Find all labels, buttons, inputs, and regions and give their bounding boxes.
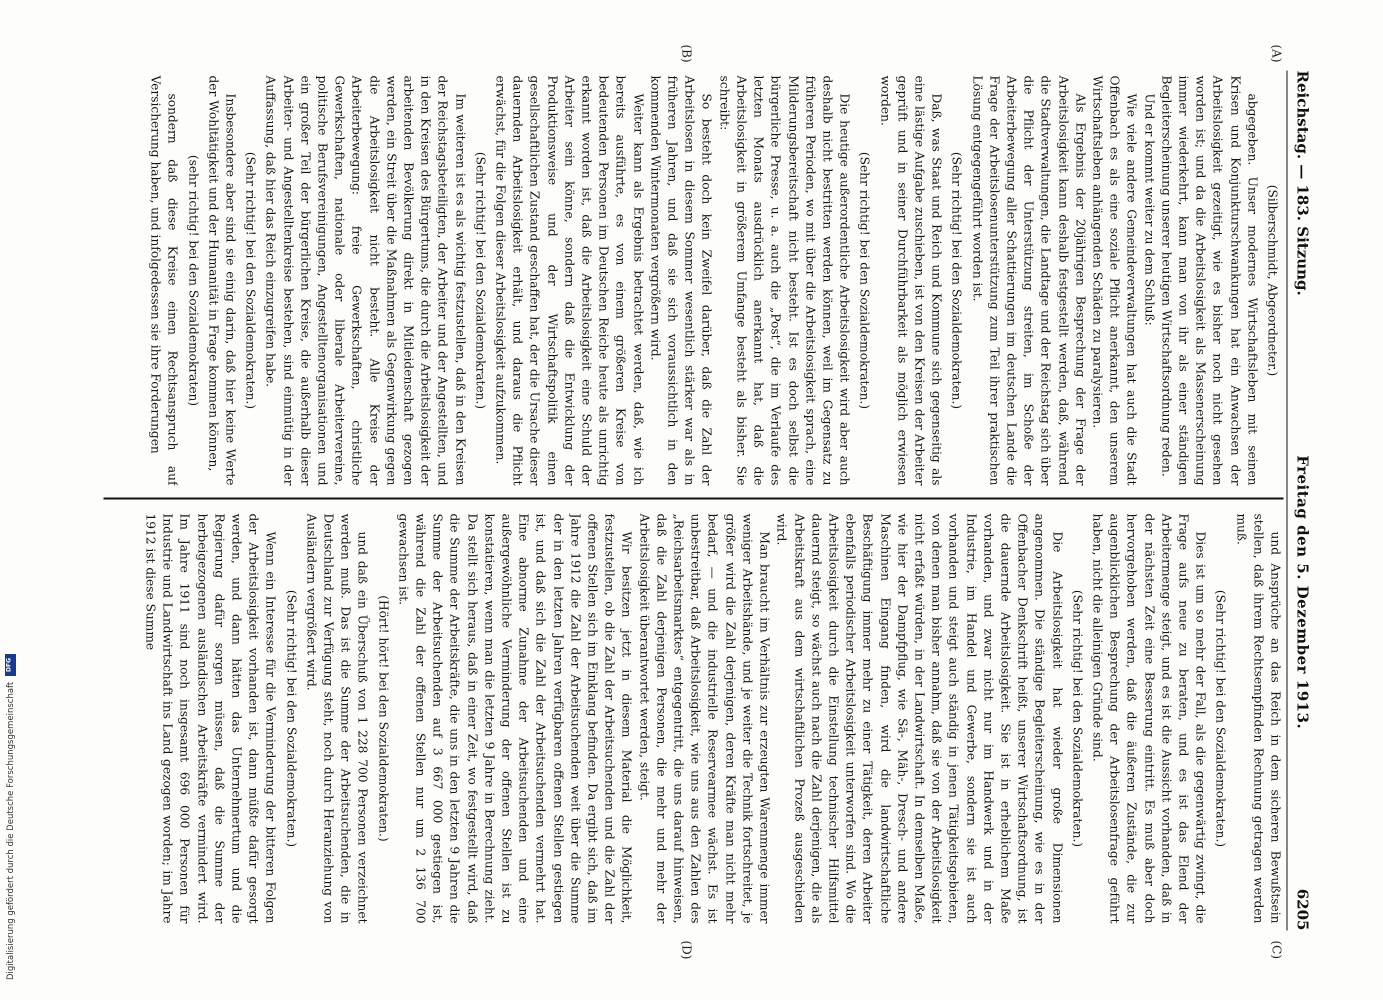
paragraph: Man braucht im Verhältnis zur erzeugten Warenmenge immer weniger Arbeitshände, und je weiter die Technik fortschreitet, je größer wird die Zahl derjenigen, deren Kräfte man nicht mehr bedarf, — und die industrielle Reservearmee wächst. Es ist unbestreitbar, daß Arbeitslosigkeit, wie uns aus den Zahlen des „Reichsarbeitsmarktes“ entgegentritt, die uns darauf hinweisen, daß die Zahl derjenigen Personen, die mehr und mehr der Arbeitslosigkeit überantwortet werden, steigt. [636,513,772,923]
credit-text: Digitalisierung gefördert durch die Deutsche Forschungsgemeinschaft [6,681,16,980]
interjection: (Sehr richtig! bei den Sozialdemokraten.) [949,151,964,409]
paragraph: Weiter kann als Ergebnis betrachtet werden, daß, wie ich bereits ausführte, es von einem größeren Kreise von bedeutenden Personen im Deutschen Reiche heute als unrichtig erkannt worden ist, daß die Arbeitslosigkeit eine Schuld der Arbeiter sein könne, sondern daß die Entwicklung der Produktionsweise und der Wirtschaftspolitik einen gesellschaftlichen Zustand geschaffen hat, der die Ursache dieser dauernden Arbeitslosigkeit erhält, und daraus die Pflicht erwächst, für die Folgen dieser Arbeitslosigkeit aufzukommen. [493,75,645,485]
margin-mark-c: (C) [1269,940,1283,959]
paragraph: So besteht doch kein Zweifel darüber, daß die Zahl der Arbeitslosen in diesem Sommer wesentlich stärker war als in früheren Jahren, und daß sie sich voraussichtlich in den kommenden Wintermonaten vergrößern wird. [647,75,714,485]
paragraph: und daß ein Überschuß von 1 228 700 Personen verzeichnet werden muß. Das ist die Summe der Arbeitsuchenden, die in Deutschland zur Verfügung steht, noch durch Heranziehung von Ausländern vergrößert wird. [303,513,370,923]
paragraph: Im weiteren ist es als wichtig festzustellen, daß in den Kreisen der Reichstagsbeteiligten, der Arbeiter und der Angestellten, und in den Kreisen des Bürgertums, die durch die Arbeitslosigkeit der arbeitenden Bevölkerung direkt in Mitleidenschaft gezogen werden, ein Streit über die Maßnahmen als Gegenwirkung gegen die Arbeitslosigkeit nicht besteht. Alle Kreise der Arbeiterbewegung: freie Gewerkschaften, christliche Gewerkschaften, nationale oder liberale Arbeitervereine, politische Berufsvereinigungen, Angestelltenorganisationen und ein großer Teil der bürgerlichen Kreise, die außerhalb dieser Arbeiter- und Angestelltenkreise bestehen, sind einmütig in der Auffassung, daß hier das Reich einzugreifen habe. [263,75,467,485]
column-divider [103,497,1283,499]
digitization-credit [4,600,18,980]
running-head [1286,70,1317,930]
margin-mark-b: (B) [679,44,693,63]
paragraph: Daß, was Staat und Reich und Kommune sich gegenseitig als eine lästige Aufgabe zuschieben, ist von den Kreisen der Arbeiter geprüft und in seiner Durchführbarkeit als möglich erwiesen worden. [877,75,944,485]
paragraph: abgegeben. Unser modernes Wirtschaftsleben mit seinen Krisen und Konjunkturschwankungen hat ein Anwachsen der Arbeitslosigkeit gezeitigt, wie es bisher noch nicht gesehen worden ist; und da die Arbeitslosigkeit als Massenerscheinung immer wiederkehrt, kann man von ihr als einer ständigen Begleiterscheinung unserer heutigen Wirtschaftsordnung reden. [1158,75,1259,485]
paragraph: und Ansprüche an das Reich in dem sicheren Bewußtsein stellen, daß ihrem Rechtsempfinden Rechnung getragen werden muß. [1233,513,1282,923]
paragraph: Wir besitzen jetzt in diesem Material die Möglichkeit, festzustellen, ob die Zahl der Arbeitsuchenden und die Zahl der offenen Stellen sich im Einklang befinden. Da ergibt sich, daß im Jahre 1912 die Zahl der Arbeitsuchenden weit über die Summe der in den letzten Jahren verfügbaren offenen Stellen gestiegen ist, und daß sich die Zahl der Arbeitsuchenden vermehrt hat. Eine abnorme Zunahme der Arbeitsuchenden und eine außergewöhnliche Verminderung der offenen Stellen ist zu konstatieren, wenn man die letzten 9 Jahre in Berechnung zieht. Da stellt sich heraus, daß in einer Zeit, wo festgestellt wird, daß die Summe der Arbeitskräfte, die uns in den letzten 9 Jahren die Summe der Arbeitsuchenden auf 3 667 000 gestiegen ist, während die Zahl der offenen Stellen nur um 2 136 700 gewachsen ist. [395,513,634,923]
paragraph: Die heutige außerordentliche Arbeitslosigkeit wird aber auch deshalb nicht bestritten werden können, weil im Gegensatz zu früheren Perioden, wo mit über die Arbeitslosigkeit sprach, eine Milderungsbereitschaft nicht besteht. Ist es doch selbst die bürgerliche Presse, u. a. auch die „Post“, die im Verlaufe des letzten Monats ausdrücklich anerkannt hat, daß die Arbeitslosigkeit in größerem Umfange besteht als bisher. Sie schreibt: [716,75,852,485]
speaker-label: (Silberschmidt, Abgeordneter.) [1265,184,1279,376]
paragraph: Wenn ein Interesse für die Verminderung der bitteren Folgen der Arbeitslosigkeit vorhanden ist, dann müßte dafür gesorgt werden, und dann hätten das Unternehmertum und die Regierung dafür sorgen müssen, daß die Summe der herbeigezogenen ausländischen Arbeitskräfte vermindert wird. Im Jahre 1911 sind noch insgesamt 696 000 Personen für Industrie und Landwirtschaft ins Land gezogen worden; im Jahre 1912 ist diese Summe [143,513,278,923]
interjection: (Sehr richtig! bei den Sozialdemokraten.) [857,151,872,409]
header-date: Freitag den 5. Dezember 1913. [1293,454,1311,729]
paragraph: Wie viele andere Gemeindeverwaltungen hat auch die Stadt Offenbach es als eine soziale Pflicht anerkannt, den unserem Wirtschaftsleben anhängenden Schäden zu paralysieren. [1089,75,1139,485]
margin-mark-d: (D) [679,940,693,959]
interjection: (Sehr richtig! bei den Sozialdemokraten.) [283,589,298,847]
header-left: Reichstag. — 183. Sitzung. [1293,70,1311,296]
right-text-column [103,513,1283,923]
paragraph: Die Arbeitslosigkeit hat wieder große Dimensionen angenommen. Die ständige Begleiterscheinung, wie es in der Offenbacher Denkschrift heißt, unserer Wirtschaftsordnung, ist die dauernde Arbeitslosigkeit. Sie ist in erheblichem Maße vorhanden, und zwar nicht nur im Handwerk und in der Industrie, im Handel und Gewerbe, sondern sie ist auch vorhanden und steigt auch ständig in jenen Tätigkeitsgebieten, von denen man bisher annahm, daß sie von der Arbeitslosigkeit nicht erfaßt würden, in der Landwirtschaft. In demselben Maße, wie hier der Dampfpflug, wie Sä-, Mäh-, Dresch- und andere Maschinen Eingang finden, wird die landwirtschaftliche Beschäftigung immer mehr zu einer Tätigkeit, deren Arbeiter ebenfalls periodischer Arbeitslosigkeit unterworfen sind. Wo die Arbeitslosigkeit durch die Einstellung technischer Hilfsmittel dauernd steigt, so wächst auch nach die Zahl derjenigen, die als Arbeitskraft aus dem wirtschaftlichen Prozeß ausgeschieden wird. [774,513,1064,923]
interjection: (Sehr richtig! bei den Sozialdemokraten.) [243,151,258,409]
left-text-column [103,75,1283,485]
paragraph: Und er kommt weiter zu dem Schluß: [1141,93,1156,326]
interjection: (Sehr richtig! bei den Sozialdemokraten.) [472,151,487,409]
paragraph: Als Ergebnis der 20jährigen Besprechung der Frage der Arbeitslosigkeit kann deshalb festgestellt werden, daß, während die Stadtverwaltungen, die Landtage und der Reichstag sich über die Pflicht der Unterstützung streiten, im Schoße der Arbeiterbewegung aller Schattierungen im deutschen Lande die Frage der Arbeitslosenunterstützung zum Teil ihrer praktischen Lösung entgegengeführt worden ist. [969,75,1087,485]
interjection: (Hört! hört! bei den Sozialdemokraten.) [375,594,390,842]
paragraph: sondern daß diese Kreise einen Rechtsanspruch auf Versicherung haben, und infolgedessen sie ihre Forderungen [148,75,180,485]
interjection: (Sehr richtig! bei den Sozialdemokraten.) [1213,589,1228,847]
interjection: (Sehr richtig! bei den Sozialdemokraten.) [1069,589,1084,847]
page-number: 6205 [1293,888,1311,930]
paragraph: Dies ist um so mehr der Fall, als die gegenwärtig zwingt, die Frage aufs neue zu beraten, und es ist das Elend der Arbeitermenge steigt, und es ist die Aussicht vorhanden, daß in der nächsten Zeit eine Besserung eintritt. Es muß aber doch hervorgehoben werden, daß die äußeren Zustände, die zur augenblicklichen Besprechung der Arbeitslosenfrage geführt haben, nicht die alleinigen Gründe sind. [1089,513,1208,923]
paragraph: Insbesondere aber sind sie einig darin, daß hier keine Werte der Wohltätigkeit und der Humanität in Frage kommen können, [205,75,238,485]
interjection: (sehr richtig! bei den Sozialdemokraten) [185,154,200,406]
margin-mark-a: (A) [1269,44,1283,63]
dfg-logo: DFG [6,654,17,676]
